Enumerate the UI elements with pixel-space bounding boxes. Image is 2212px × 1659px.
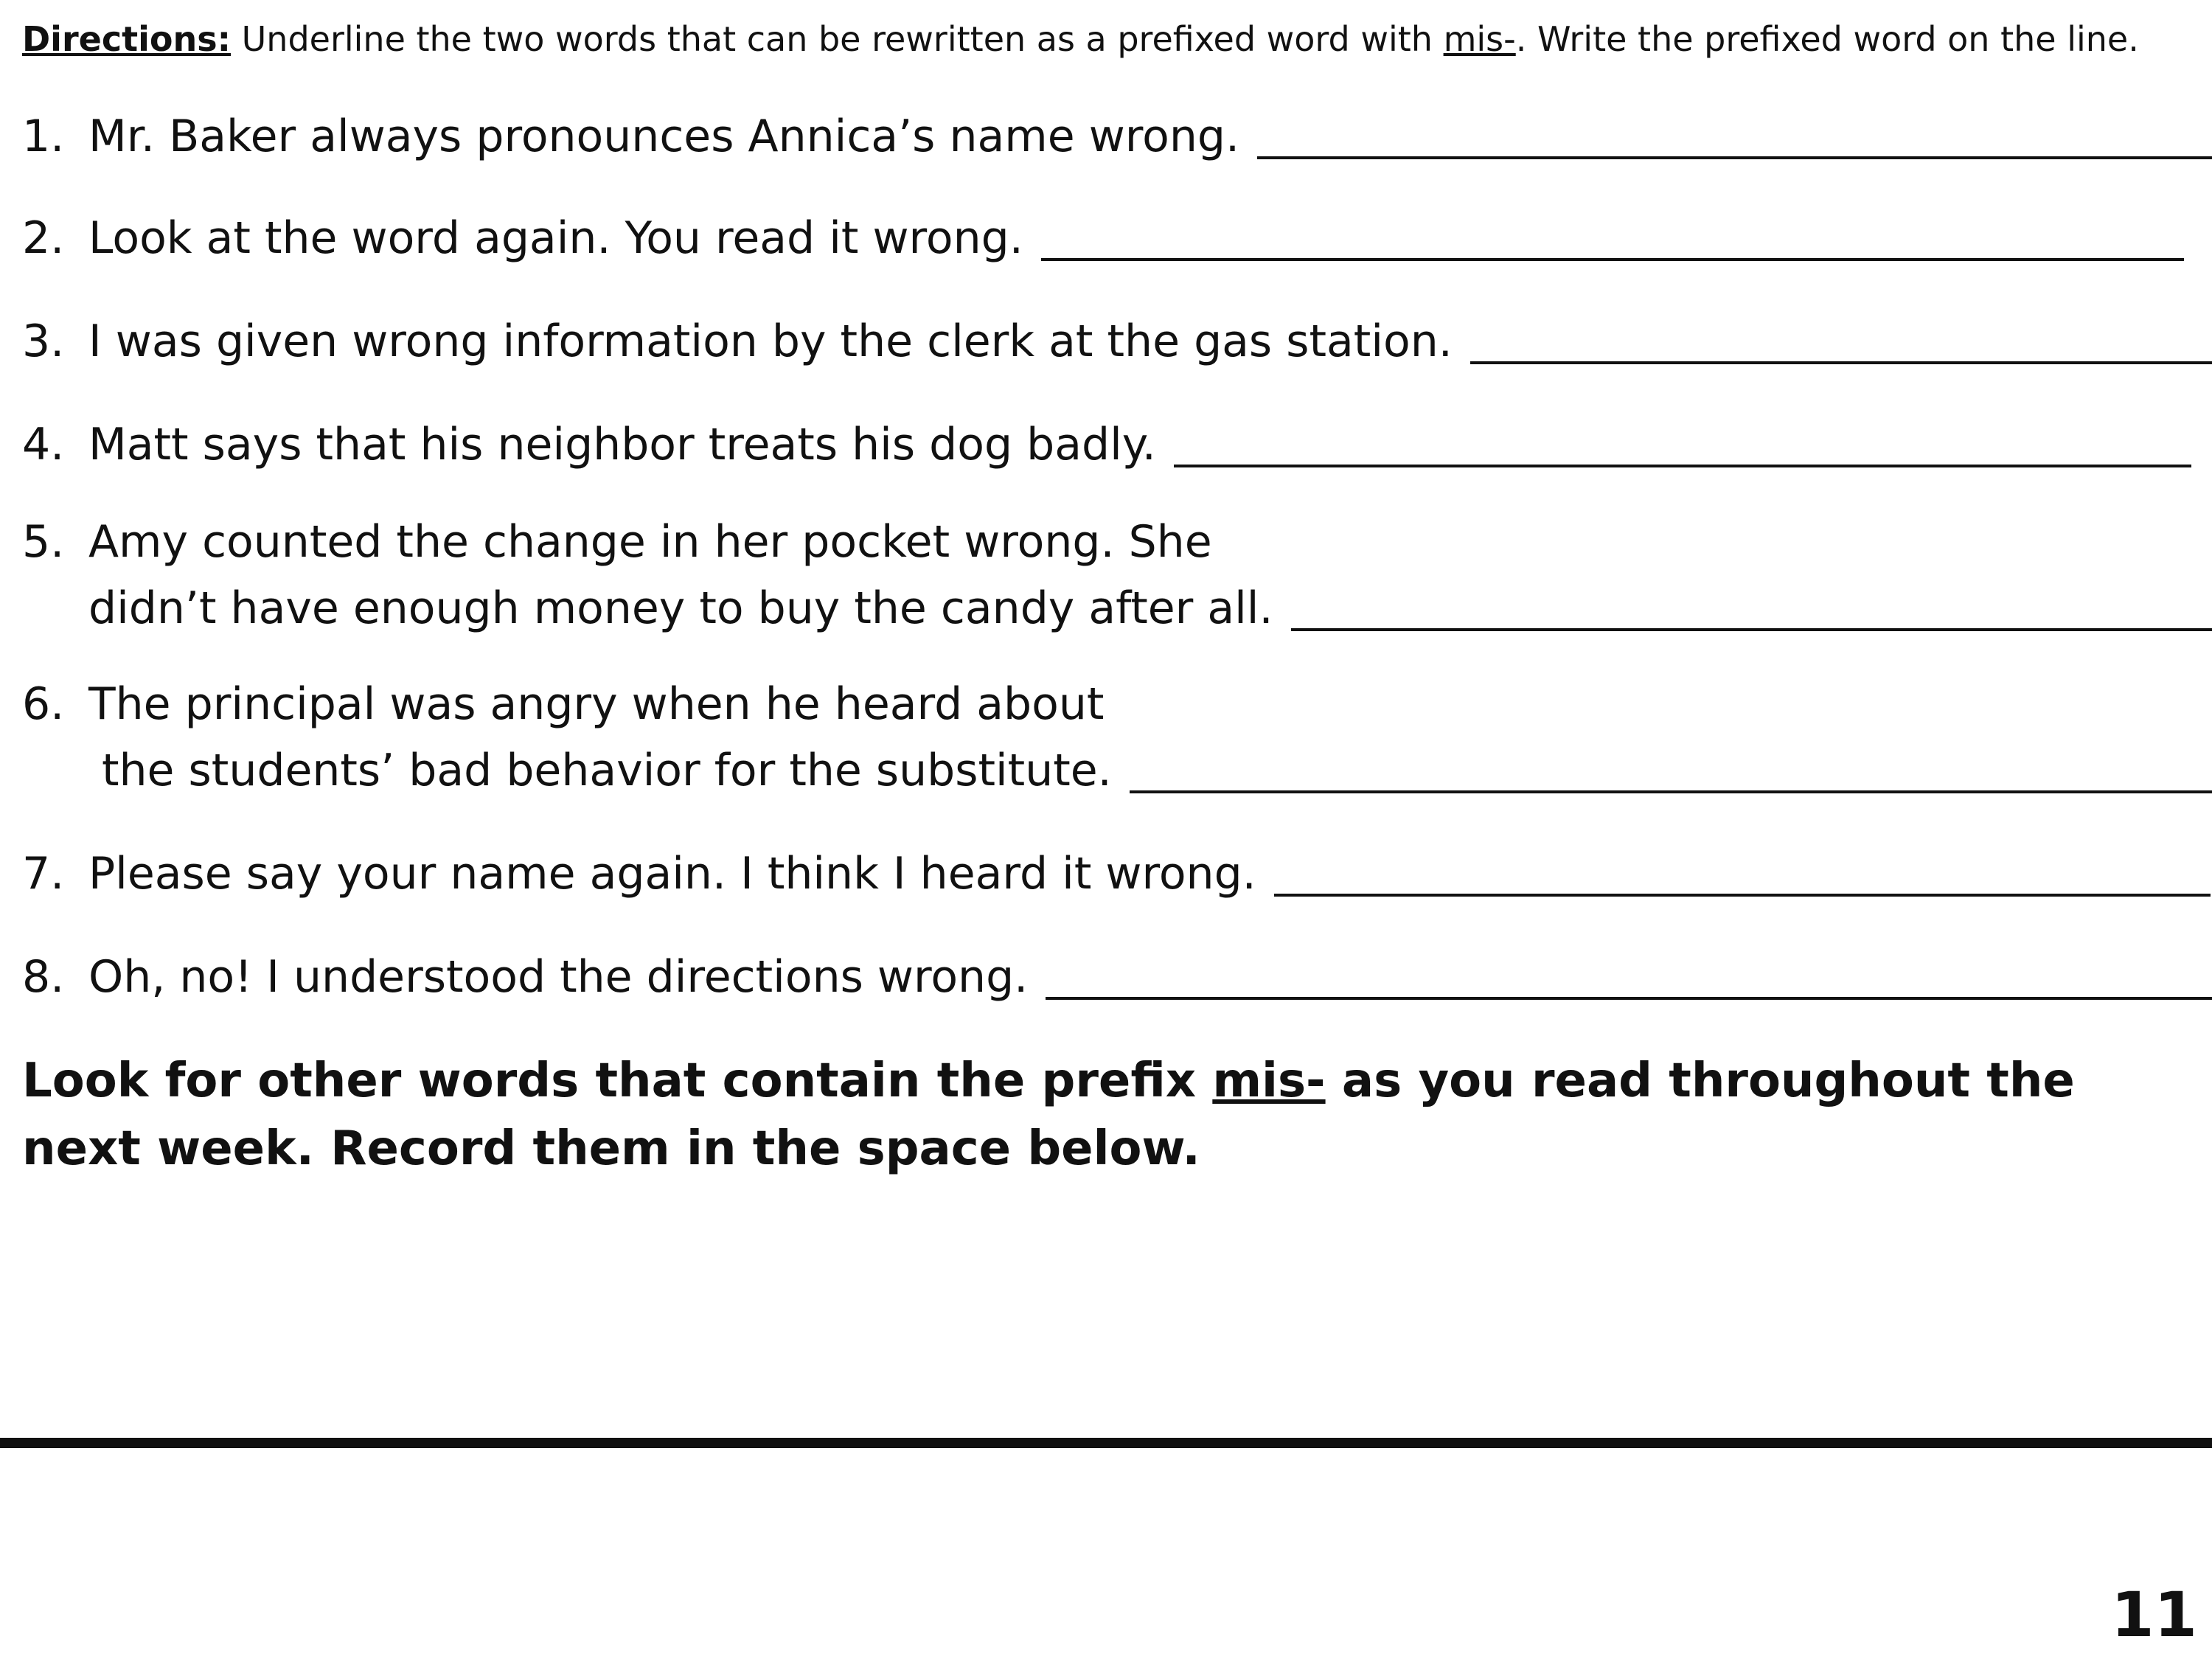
- answer-line[interactable]: [1257, 108, 2212, 159]
- question-text: Oh, no! I understood the directions wrong.: [88, 951, 1029, 1003]
- question-7: [22, 841, 2211, 907]
- question-6: [22, 671, 2212, 804]
- closing-prefix: mis-: [1212, 1054, 1326, 1108]
- answer-line[interactable]: [1130, 742, 2212, 793]
- question-text-line-2: didn’t have enough money to buy the candy after all.: [88, 582, 1273, 634]
- answer-line[interactable]: [1470, 313, 2212, 364]
- question-1: [22, 103, 2212, 170]
- question-text: Mr. Baker always pronounces Annica’s name wrong.: [88, 111, 1240, 162]
- page-number: 11: [2111, 1579, 2197, 1651]
- question-text: Please say your name again. I think I heard it wrong.: [88, 848, 1256, 900]
- directions-prefix: mis-: [1443, 19, 1516, 59]
- directions-text-before: Underline the two words that can be rewritten as a prefixed word with: [231, 19, 1444, 59]
- answer-line[interactable]: [1291, 580, 2212, 631]
- question-3: [22, 308, 2212, 375]
- question-number: 5.: [22, 516, 65, 568]
- closing-instructions: [22, 1047, 2197, 1183]
- question-5: [22, 509, 2212, 641]
- question-text: Look at the word again. You read it wrong.: [88, 212, 1023, 264]
- question-number: 2.: [22, 212, 65, 264]
- directions: [22, 13, 2205, 65]
- question-4: [22, 411, 2191, 478]
- question-8: [22, 944, 2212, 1010]
- question-text: I was given wrong information by the clerk at the gas station.: [88, 316, 1453, 367]
- answer-line[interactable]: [1274, 845, 2211, 897]
- question-number: 4.: [22, 419, 65, 470]
- question-text-line-1: The principal was angry when he heard about: [88, 678, 1105, 730]
- divider-line: [0, 1438, 2212, 1448]
- question-text-line-1: Amy counted the change in her pocket wrong. She: [88, 516, 1212, 568]
- question-2: [22, 205, 2184, 271]
- question-number: 6.: [22, 678, 65, 730]
- question-number: 7.: [22, 848, 65, 900]
- directions-label: Directions:: [22, 19, 231, 59]
- question-number: 8.: [22, 951, 65, 1003]
- question-number: 1.: [22, 111, 65, 162]
- question-number: 3.: [22, 316, 65, 367]
- closing-text-after: as you read throughout the next week. Record them in the space below.: [22, 1054, 2075, 1176]
- answer-line[interactable]: [1174, 416, 2191, 467]
- answer-line[interactable]: [1041, 209, 2184, 261]
- question-text-line-2: the students’ bad behavior for the substitute.: [102, 745, 1112, 796]
- directions-text-after: . Write the prefixed word on the line.: [1515, 19, 2139, 59]
- question-text: Matt says that his neighbor treats his dog badly.: [88, 419, 1156, 470]
- answer-line[interactable]: [1046, 948, 2212, 1000]
- closing-text-before: Look for other words that contain the prefix: [22, 1054, 1213, 1108]
